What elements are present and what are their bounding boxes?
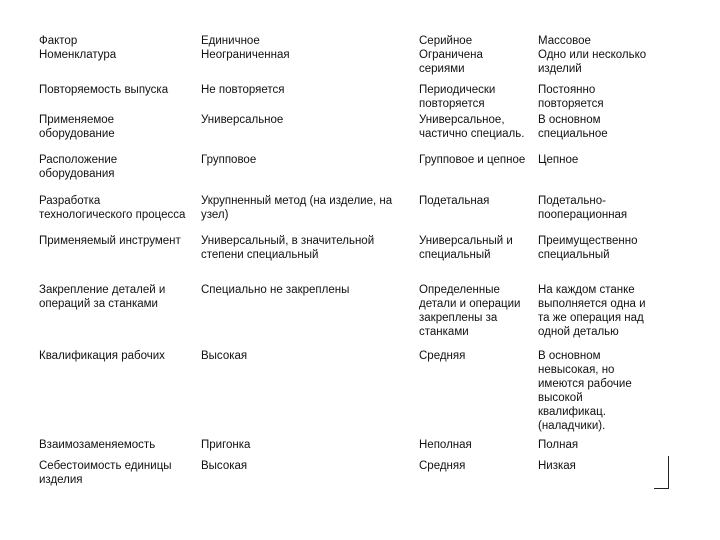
factor-cell: Закрепление деталей и операций за станками xyxy=(39,284,166,310)
serial-production-cell: Подетальная xyxy=(419,195,490,207)
serial-production-cell: Средняя xyxy=(419,460,466,472)
serial-production-cell: Периодически повторяется xyxy=(419,84,496,110)
serial-production-cell: Средняя xyxy=(419,350,466,362)
mass-production-cell: Преимущественно специальный xyxy=(538,235,638,261)
mass-production-cell: Низкая xyxy=(538,460,576,472)
factor-cell: Разработка технологического процесса xyxy=(39,195,186,221)
factor-header-cell: Фактор Номенклатура xyxy=(39,35,117,61)
factor-cell: Применяемое оборудование xyxy=(39,114,115,140)
serial-production-cell: Неполная xyxy=(419,439,472,451)
mass-production-cell: На каждом станке выполняется одна и та же операция над одной деталью xyxy=(538,284,646,338)
mass-production-cell: В основном невысокая, но имеются рабочие высокой квалификац. (наладчики). xyxy=(538,350,632,432)
mass-production-cell: Постоянно повторяется xyxy=(538,84,604,110)
single-production-cell: Пригонка xyxy=(201,439,251,451)
factor-cell: Применяемый инструмент xyxy=(39,235,181,247)
serial-production-cell: Универсальное, частично специаль. xyxy=(419,114,525,140)
single-production-cell: Не повторяется xyxy=(201,84,285,96)
serial-production-cell: Универсальный и специальный xyxy=(419,235,513,261)
factor-cell: Повторяемость выпуска xyxy=(39,84,169,96)
factor-cell: Себестоимость единицы изделия xyxy=(39,460,172,486)
mass-production-cell: Цепное xyxy=(538,154,579,166)
single-production-cell: Групповое xyxy=(201,154,257,166)
serial-production-cell: Серийное Ограничена сериями xyxy=(419,35,483,75)
mass-production-cell: Подетально- пооперационная xyxy=(538,195,628,221)
mass-production-cell: Полная xyxy=(538,439,579,451)
serial-production-cell: Определенные детали и операции закреплены за станками xyxy=(419,284,521,338)
corner-mark-horizontal xyxy=(654,488,669,489)
single-production-cell: Специально не закреплены xyxy=(201,284,350,296)
single-production-cell: Универсальное xyxy=(201,114,284,126)
corner-mark-vertical xyxy=(668,456,669,489)
factor-cell: Расположение оборудования xyxy=(39,154,118,180)
single-production-cell: Укрупненный метод (на изделие, на узел) xyxy=(201,195,393,221)
factor-cell: Квалификация рабочих xyxy=(39,350,165,362)
mass-production-cell: В основном специальное xyxy=(538,114,608,140)
serial-production-cell: Групповое и цепное xyxy=(419,154,526,166)
single-production-cell: Единичное Неограниченная xyxy=(201,35,290,61)
single-production-cell: Высокая xyxy=(201,460,248,472)
mass-production-cell: Массовое Одно или несколько изделий xyxy=(538,35,647,75)
single-production-cell: Высокая xyxy=(201,350,248,362)
factor-cell: Взаимозаменяемость xyxy=(39,439,156,451)
single-production-cell: Универсальный, в значительной степени специальный xyxy=(201,235,375,261)
